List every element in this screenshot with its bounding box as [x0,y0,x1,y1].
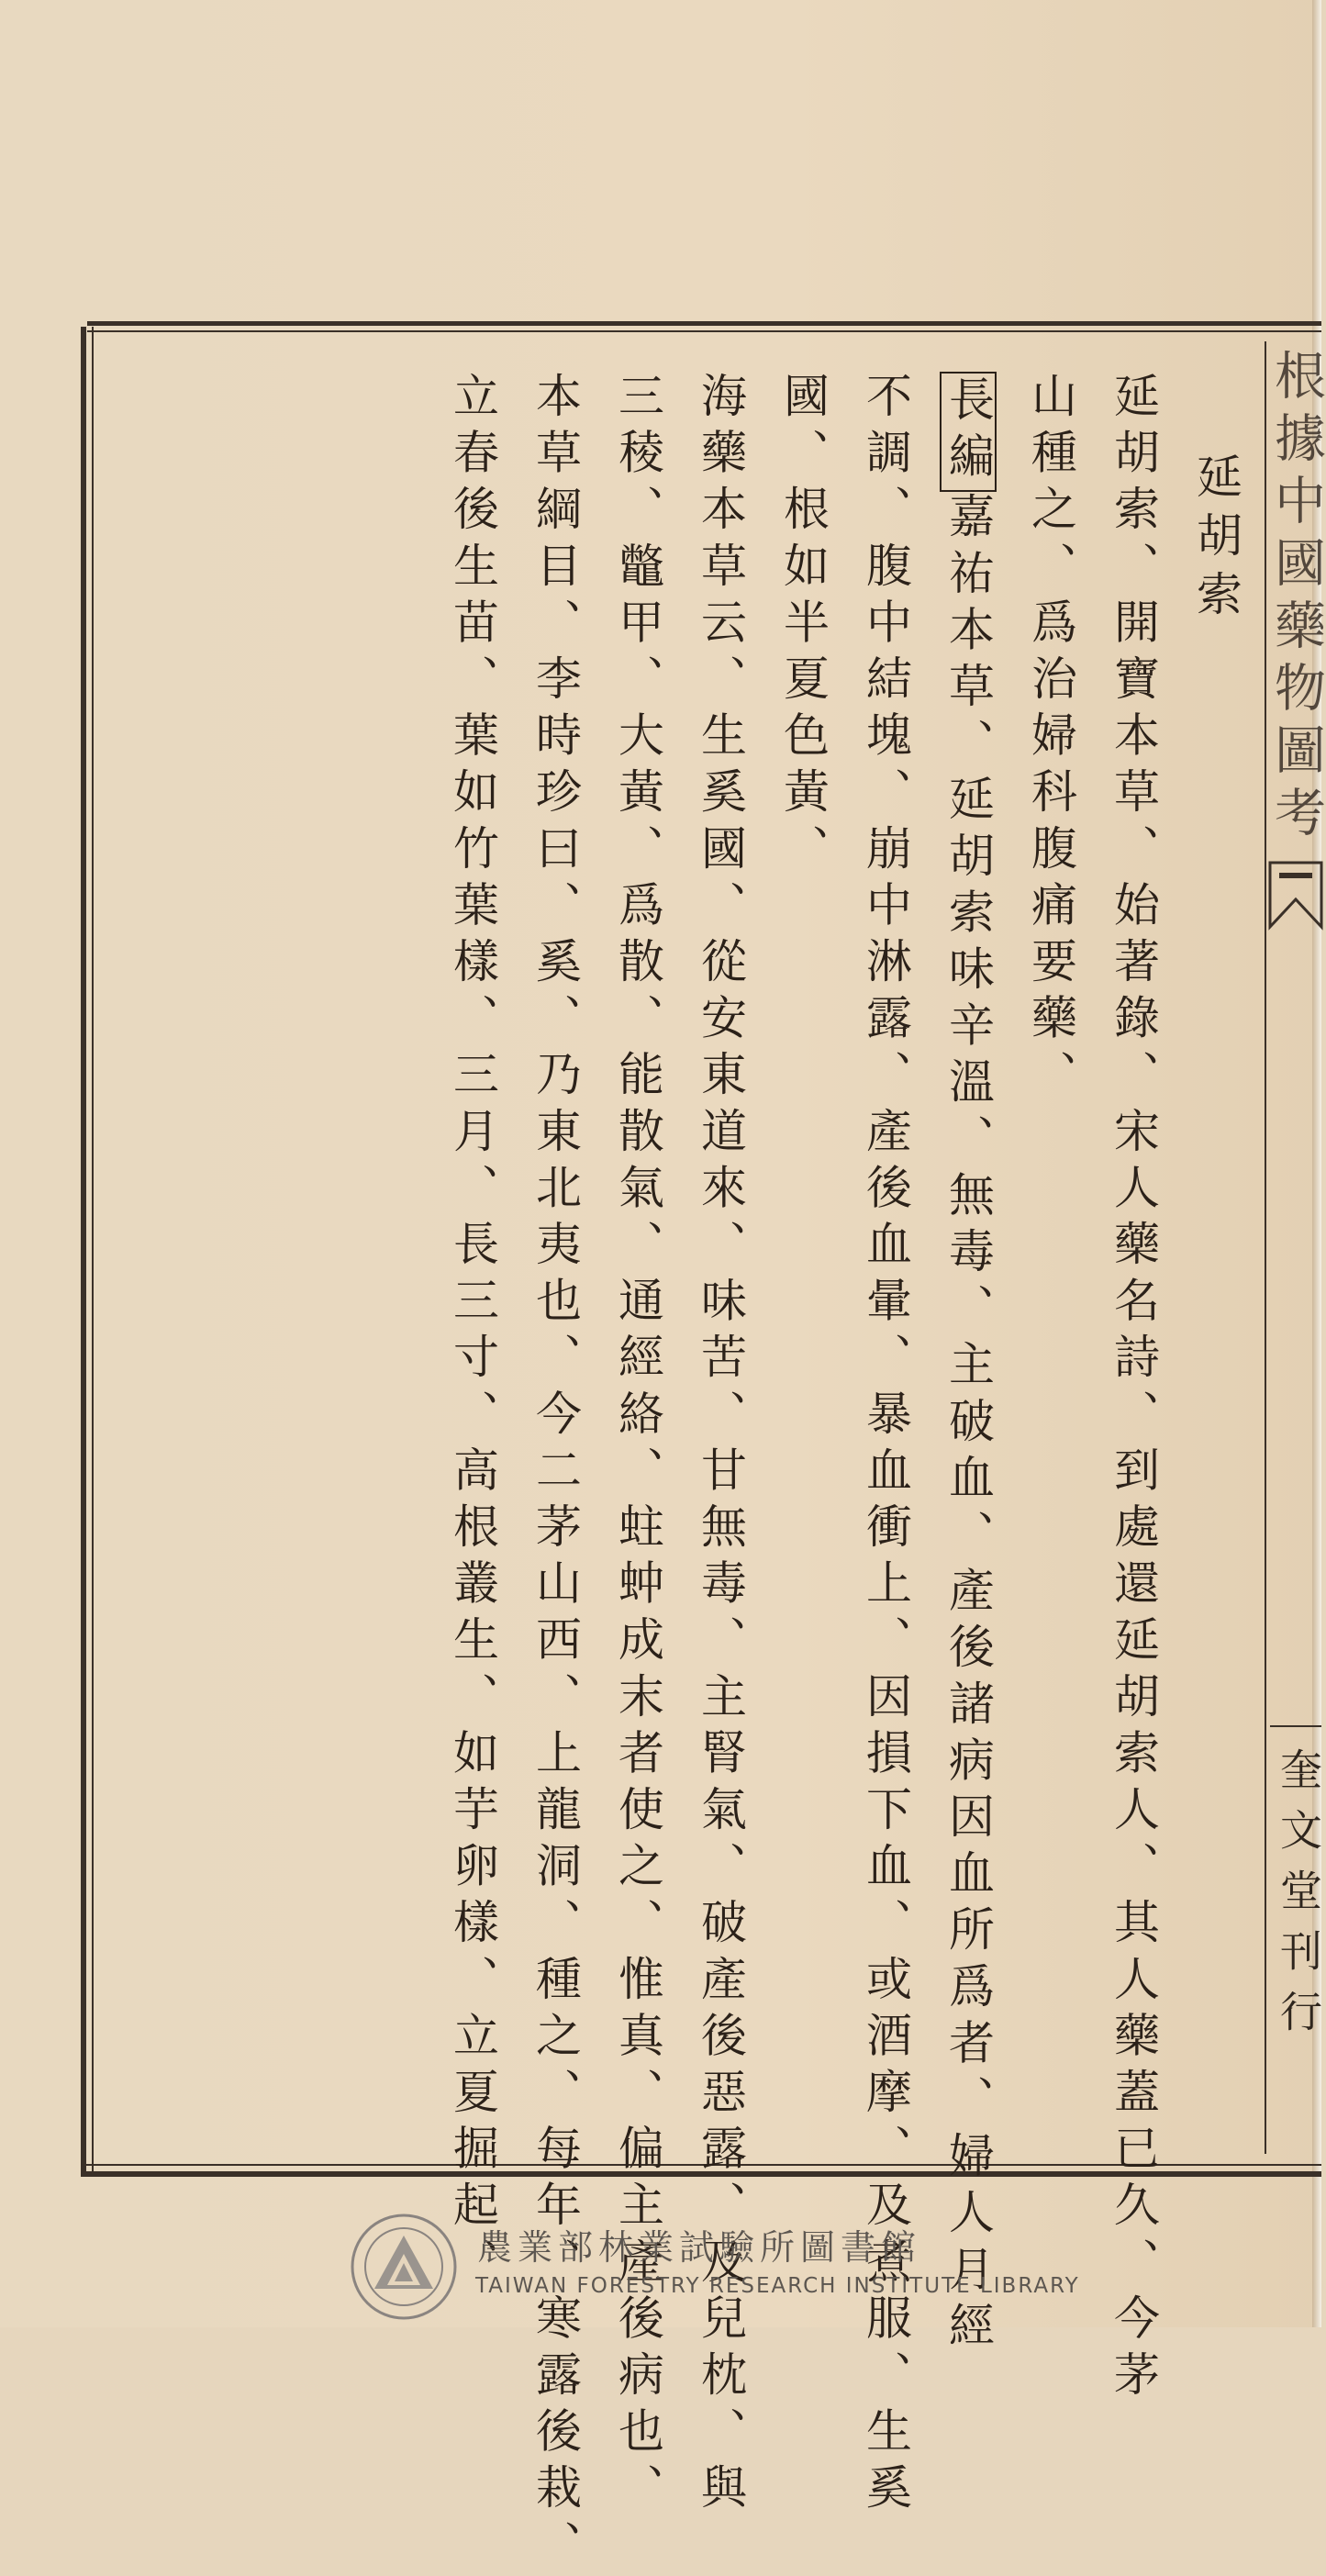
publisher-name: 奎文堂刊行 [1274,1747,1323,2050]
page-header-strip [1266,349,1326,936]
citation-label: 長編 [940,372,997,492]
citation-text: 嘉祐本草、延胡索味辛溫、無毒、主破血、產後諸病因血所爲者、婦人月經 [942,492,995,2359]
text-column: 立春後生苗、葉如竹葉樣、三月、長三寸、高根叢生、如芋卵樣、立夏掘起、 [446,372,499,2294]
text-column: 山種之、爲治婦科腹痛要藥、 [1024,372,1077,1107]
fishtail-mark-icon [1270,863,1321,927]
entry-heading: 延胡索 [1189,452,1242,629]
text-column [927,372,1009,2359]
text-column: 延胡索、開寶本草、始著錄、宋人藥名詩、到處還延胡索人、其人藥蓋已久、今茅 [1107,372,1160,2407]
text-column: 海藥本草云、生奚國、從安東道來、味苦、甘無毒、主腎氣、破產後惡露、及兒枕、與 [694,372,747,2520]
library-name-english: TAIWAN FORESTRY RESEARCH INSTITUTE LIBRARY [475,2274,1080,2298]
text-column: 不調、腹中結塊、崩中淋露、產後血暈、暴血衝上、因損下血、或酒摩、及煮服、生奚 [859,372,912,2520]
library-name-chinese: 農業部林業試驗所圖書館 [477,2227,922,2268]
text-column: 本草綱目、李時珍曰、奚、乃東北夷也、今二茅山西、上龍洞、種之、每年、寒露後栽、 [529,372,582,2576]
frame-top-border [87,321,1321,332]
text-column: 國、根如半夏色黃、 [776,372,830,881]
library-seal-icon [349,2212,459,2322]
book-title: 根據中國藥物圖考 [1266,349,1326,848]
publisher-block [1270,1725,1321,2149]
text-column: 三稜、鼈甲、大黃、爲散、能散氣、通經絡、蛀蚛成末者使之、惟真、偏主產後病也、 [611,372,664,2520]
frame-left-border [81,327,94,2173]
